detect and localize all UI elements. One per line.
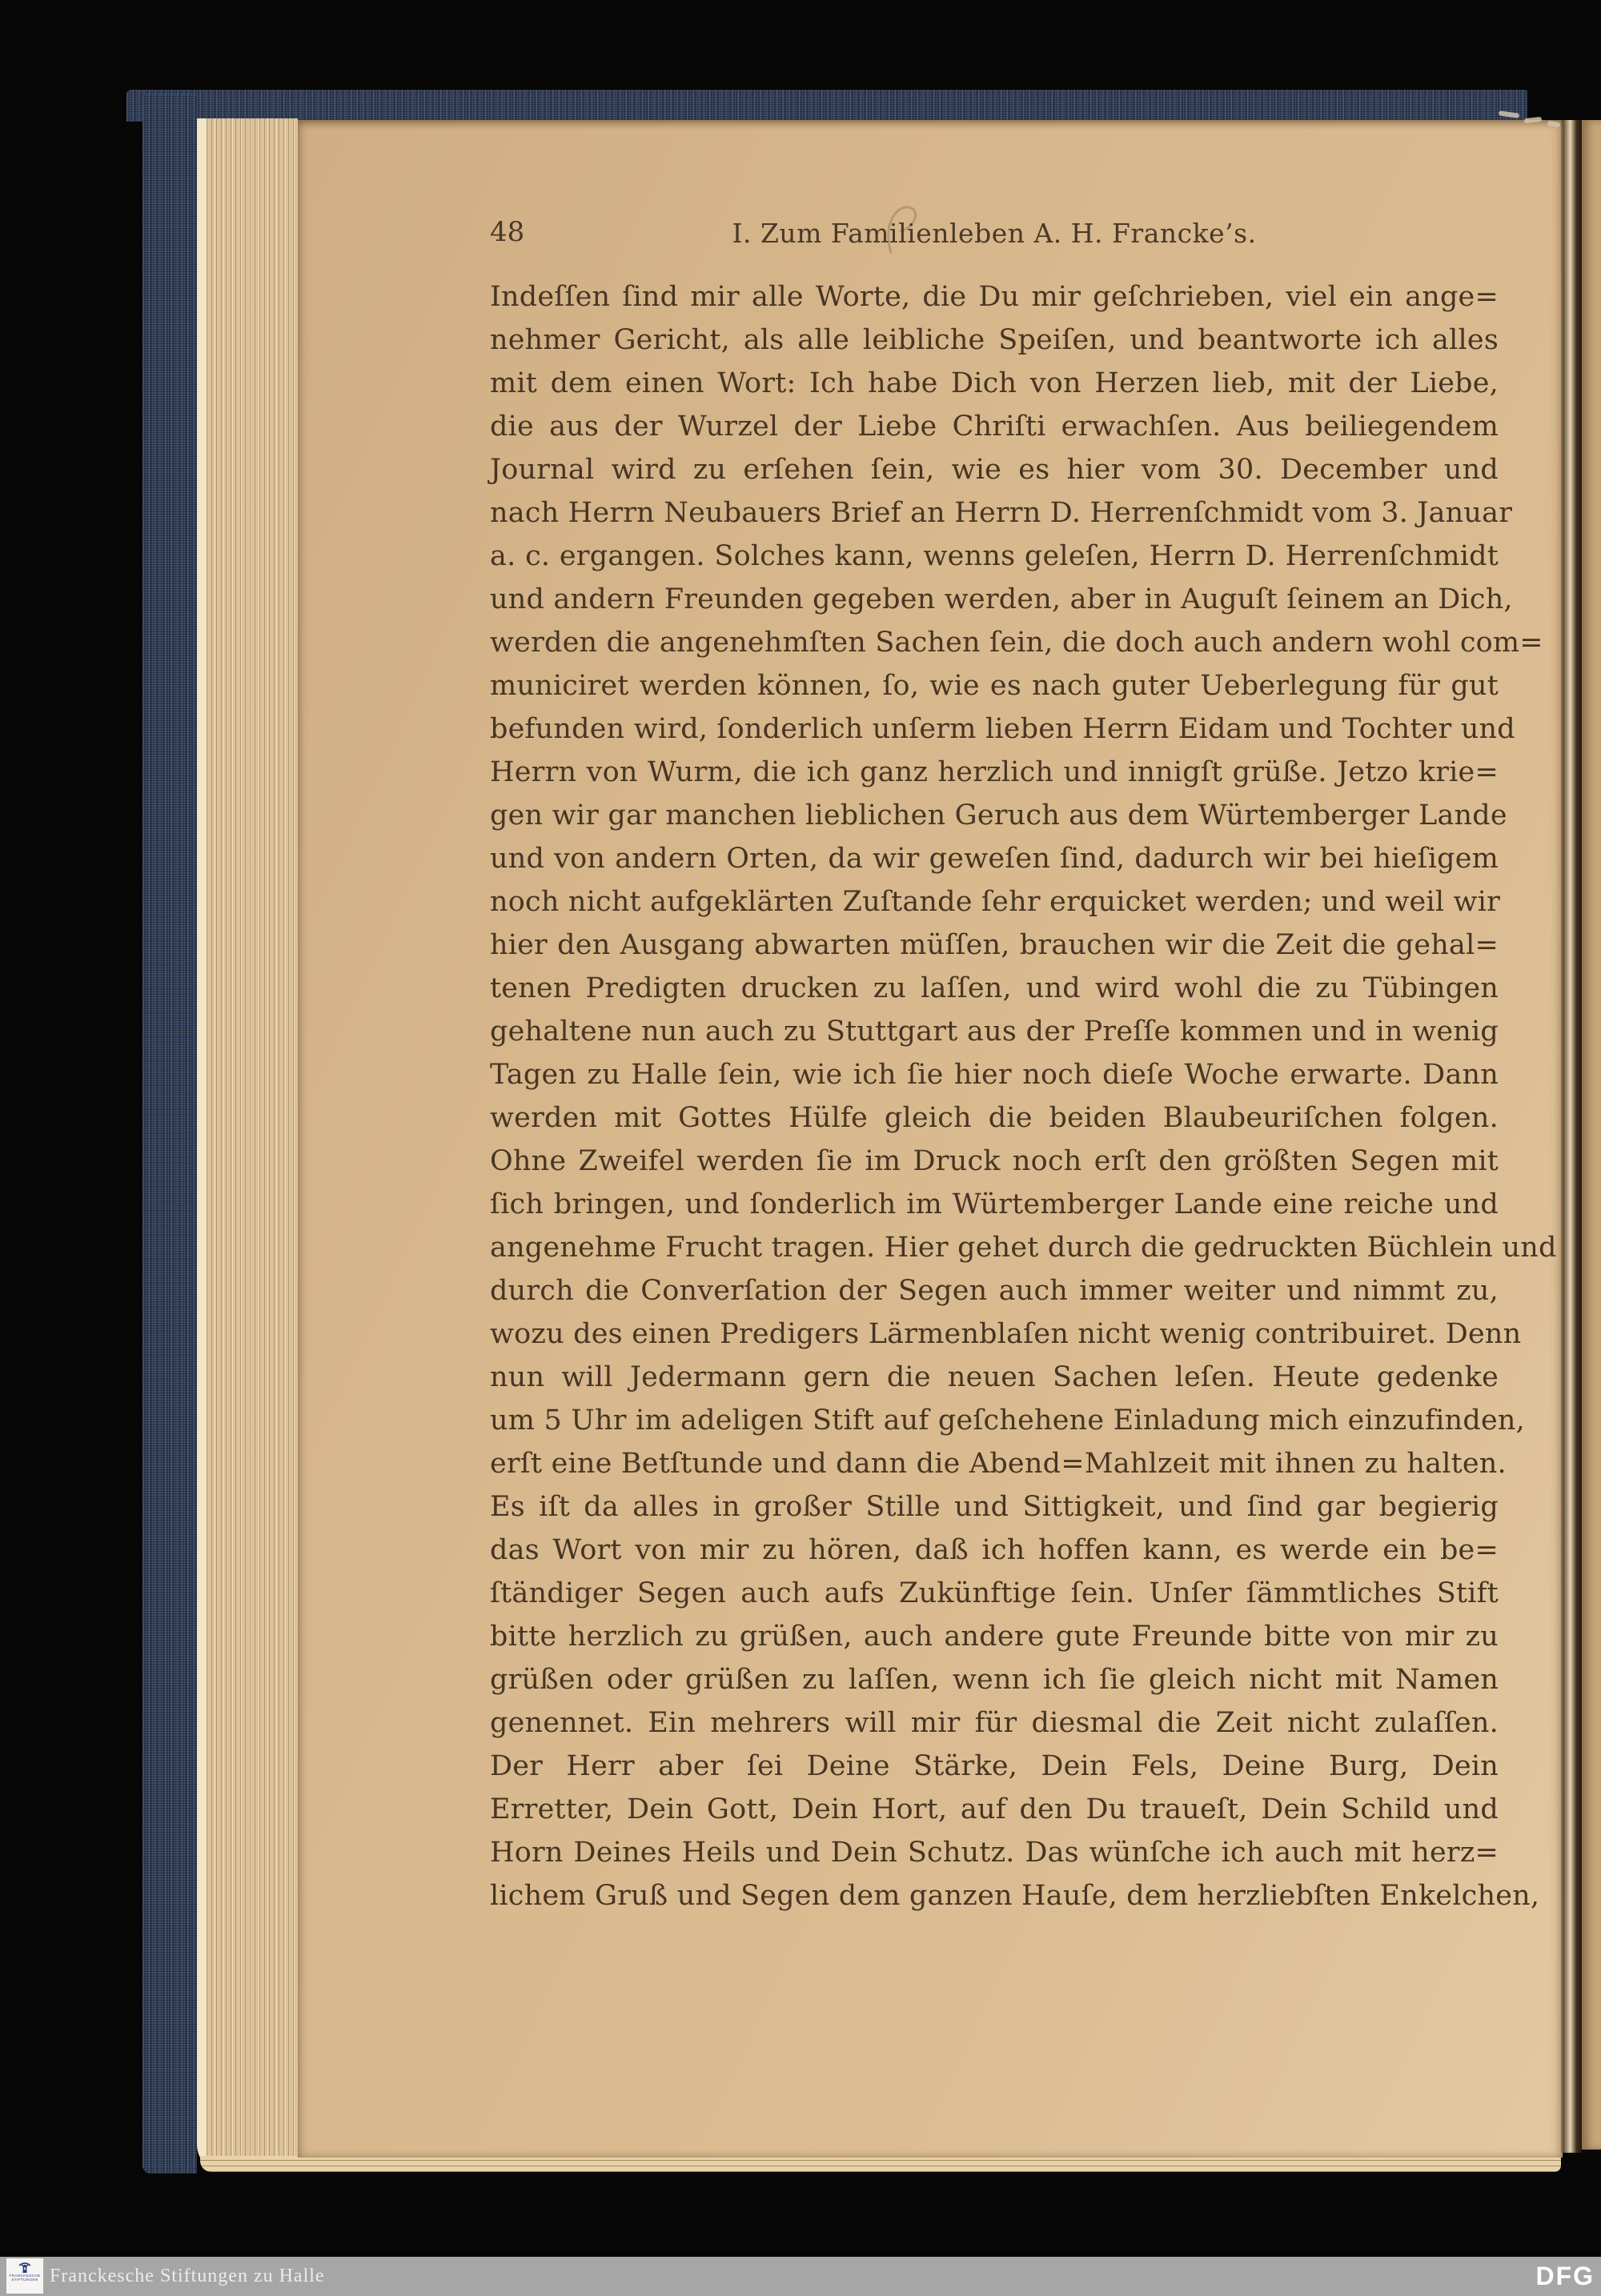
institution-logo-box [6,2258,43,2294]
body-text-line: Indeſſen ſind mir alle Worte, die Du mir geſchrieben, viel ein ange= [490,281,1499,313]
body-text-line: um 5 Uhr im adeligen Stift auf geſchehene Einladung mich einzufinden, [490,1404,1525,1437]
body-text-line: municiret werden können, ſo, wie es nach guter Ueberlegung für gut [490,670,1499,702]
body-text-line: das Wort von mir zu hören, daß ich hoffen kann, es werde ein be= [490,1534,1499,1566]
body-text-line: werden die angenehmſten Sachen ſein, die doch auch andern wohl com= [490,627,1543,659]
institution-logo-text-line2: STIFTUNGEN [11,2278,38,2282]
body-text-line: genennet. Ein mehrers will mir für diesmal die Zeit nicht zulaſſen. [490,1707,1499,1739]
body-text-line: angenehme Frucht tragen. Hier gehet durch die gedruckten Büchlein und [490,1232,1557,1264]
body-text-line: noch nicht aufgeklärten Zuſtande ſehr erquicket werden; und weil wir [490,886,1501,918]
body-text-line: Ohne Zweifel werden ſie im Druck noch erſt den größten Segen mit [490,1145,1499,1177]
body-text-line: Erretter, Dein Gott, Dein Hort, auf den Du traueſt, Dein Schild und [490,1793,1499,1825]
dfg-logo: DFG [1535,2262,1595,2290]
body-text-line: die aus der Wurzel der Liebe Chriſti erwachſen. Aus beiliegendem [490,411,1499,443]
body-text-line: und von andern Orten, da wir geweſen ſind, dadurch wir bei hieſigem [490,843,1499,875]
page-fore-edge-stack [197,118,298,2172]
body-text-line: Es iſt da alles in großer Stille und Sittigkeit, und ſind gar begierig [490,1491,1499,1523]
adjacent-page-edge [1582,120,1601,2150]
body-text-line: und andern Freunden gegeben werden, aber in Auguſt ſeinem an Dich, [490,583,1513,615]
institution-logo-text-line1: FRANCKESCHE [9,2274,41,2278]
body-text-line: wozu des einen Predigers Lärmenblaſen nicht wenig contribuiret. Denn [490,1318,1522,1350]
body-text-line: grüßen oder grüßen zu laſſen, wenn ich ſie gleich nicht mit Namen [490,1664,1499,1696]
book-cover-top-edge [126,90,1527,122]
body-text-line: nun will Jedermann gern die neuen Sachen leſen. Heute gedenke [490,1361,1499,1393]
franckesche-stiftungen-logo-icon [18,2261,31,2274]
body-text-line: nehmer Gericht, als alle leibliche Speiſen, und beantworte ich alles [490,324,1499,356]
body-text-line: tenen Predigten drucken zu laſſen, und wird wohl die zu Tübingen [490,972,1499,1004]
body-text-line: nach Herrn Neubauers Brief an Herrn D. Herrenſchmidt vom 3. Januar [490,497,1513,529]
body-text-line: befunden wird, ſonderlich unſerm lieben Herrn Eidam und Tochter und [490,713,1515,745]
body-text-line: mit dem einen Wort: Ich habe Dich von Herzen lieb, mit der Liebe, [490,367,1499,399]
body-text-line: ſich bringen, und ſonderlich im Würtemberger Lande eine reiche und [490,1188,1499,1220]
body-text-line: Horn Deines Heils und Dein Schutz. Das wünſche ich auch mit herz= [490,1837,1499,1869]
page-text-block [490,275,1557,1917]
page-number: 48 [490,216,525,248]
bottom-page-edges [200,2156,1561,2172]
body-text-line: a. c. ergangen. Solches kann, wenns geleſen, Herrn D. Herrenſchmidt [490,540,1499,572]
body-text-line: Journal wird zu erſehen ſein, wie es hier vom 30. December und [490,454,1499,486]
running-header: I. Zum Familienleben A. H. Francke’s. [732,218,1257,249]
body-text-line: erſt eine Betſtunde und dann die Abend=Mahlzeit mit ihnen zu halten. [490,1448,1507,1480]
book-cover-left-edge [142,94,197,2174]
body-text-line: Herrn von Wurm, die ich ganz herzlich und innigſt grüße. Jetzo krie= [490,756,1499,788]
body-text-line: gehaltene nun auch zu Stuttgart aus der Preſſe kommen und in wenig [490,1016,1499,1048]
body-text-line: Tagen zu Halle ſein, wie ich ſie hier noch dieſe Woche erwarte. Dann [490,1059,1499,1091]
body-text-line: ſtändiger Segen auch aufs Zukünftige ſein. Unſer ſämmtliches Stift [490,1577,1499,1609]
gutter-crease [1561,120,1582,2153]
body-text-line: bitte herzlich zu grüßen, auch andere gute Freunde bitte von mir zu [490,1621,1499,1653]
body-text-line: lichem Gruß und Segen dem ganzen Hauſe, dem herzliebſten Enkelchen, [490,1880,1540,1912]
body-text-line: durch die Converſation der Segen auch immer weiter und nimmt zu, [490,1275,1499,1307]
institution-name: Franckesche Stiftungen zu Halle [50,2266,325,2286]
body-text-line: gen wir gar manchen lieblichen Geruch aus dem Würtemberger Lande [490,799,1507,831]
body-text-line: werden mit Gottes Hülfe gleich die beiden Blaubeuriſchen folgen. [490,1102,1499,1134]
body-text-line: hier den Ausgang abwarten müſſen, brauchen wir die Zeit die gehal= [490,929,1499,961]
body-text-line: Der Herr aber ſei Deine Stärke, Dein Fels, Deine Burg, Dein [490,1750,1499,1782]
